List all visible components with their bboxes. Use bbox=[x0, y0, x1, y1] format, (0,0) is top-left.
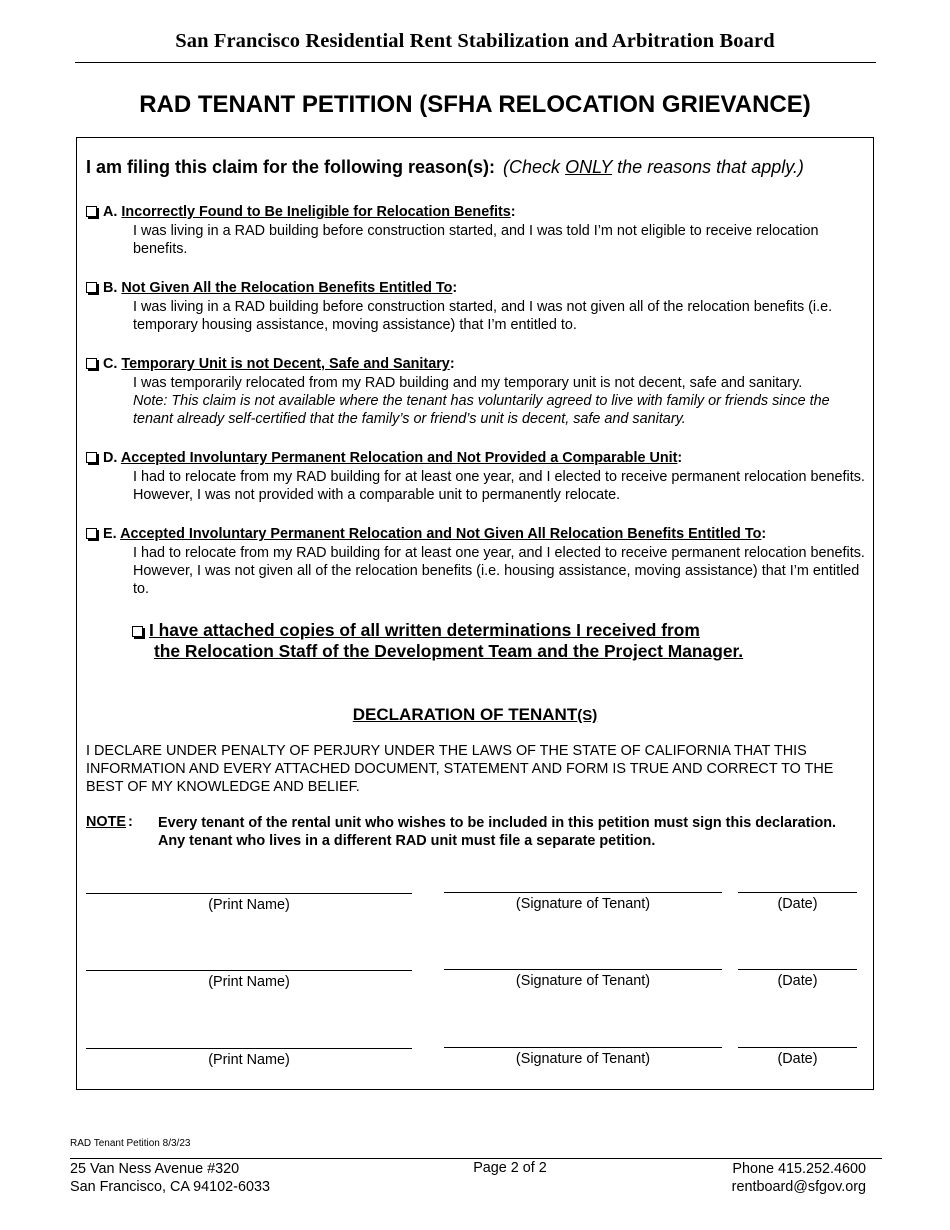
declaration-heading bbox=[0, 705, 950, 725]
print-name-line-3[interactable] bbox=[86, 1048, 412, 1049]
reason-a-body bbox=[133, 222, 866, 258]
reason-e-body bbox=[133, 544, 866, 598]
page-number: Page 2 of 2 bbox=[473, 1160, 547, 1176]
reason-d-letter: D. bbox=[103, 450, 118, 466]
attachment-checkbox[interactable] bbox=[132, 626, 143, 637]
reason-d-header: D. Accepted Involuntary Permanent Relocation and Not Provided a Comparable Unit: bbox=[86, 449, 866, 467]
reason-d-checkbox[interactable] bbox=[86, 452, 97, 463]
print-name-caption-3: (Print Name) bbox=[208, 1052, 290, 1068]
header-rule bbox=[75, 62, 876, 63]
intro-lead: I am filing this claim for the following reason(s): bbox=[86, 157, 496, 177]
reason-a-header: A. Incorrectly Found to Be Ineligible for Relocation Benefits: bbox=[86, 203, 866, 221]
note-colon: : bbox=[128, 814, 133, 830]
reason-c bbox=[86, 355, 866, 428]
reason-c-note: Note: This claim is not available where the tenant has voluntarily agreed to live with family or friends since the tenant already self-certified that the family’s or friend’s unit is decent, safe and sanitary. bbox=[133, 393, 830, 427]
print-name-caption-1: (Print Name) bbox=[208, 897, 290, 913]
signature-caption-3: (Signature of Tenant) bbox=[515, 1051, 651, 1067]
reason-b-title: Not Given All the Relocation Benefits Entitled To bbox=[121, 280, 453, 296]
intro-hint bbox=[503, 157, 804, 177]
date-line-2[interactable] bbox=[738, 969, 857, 970]
reason-e-header: E. Accepted Involuntary Permanent Relocation and Not Given All Relocation Benefits Entitled To: bbox=[86, 525, 866, 543]
attachment-text-2: the Relocation Staff of the Development Team and the Project Manager. bbox=[154, 641, 744, 661]
declaration-heading-suffix: (S) bbox=[577, 707, 598, 724]
date-line-3[interactable] bbox=[738, 1047, 857, 1048]
reason-a-checkbox[interactable] bbox=[86, 206, 97, 217]
date-caption-2: (Date) bbox=[777, 973, 818, 989]
intro-line bbox=[86, 157, 804, 178]
note-label: NOTE bbox=[86, 814, 126, 830]
declaration-text: I DECLARE UNDER PENALTY OF PERJURY UNDER THE LAWS OF THE STATE OF CALIFORNIA THAT THIS INFORMATION AND EVERY ATTACHED DOCUMENT, STATEMENT AND FORM IS TRUE AND CORRECT TO THE BEST OF MY KNOWLEDGE AND BELIEF. bbox=[86, 743, 834, 795]
reason-c-letter: C. bbox=[103, 356, 118, 372]
form-id: RAD Tenant Petition 8/3/23 bbox=[70, 1138, 191, 1149]
signature-line-3[interactable] bbox=[444, 1047, 722, 1048]
reason-d bbox=[86, 449, 866, 504]
footer-rule bbox=[70, 1158, 882, 1159]
footer-contact bbox=[732, 1160, 866, 1196]
reason-e-checkbox[interactable] bbox=[86, 528, 97, 539]
hint-pre: (Check bbox=[503, 157, 566, 177]
print-name-line-2[interactable] bbox=[86, 970, 412, 971]
board-name: San Francisco Residential Rent Stabilization and Arbitration Board bbox=[175, 30, 775, 52]
reason-b-checkbox[interactable] bbox=[86, 282, 97, 293]
footer-phone: Phone 415.252.4600 bbox=[732, 1161, 866, 1177]
attachment-confirmation bbox=[132, 620, 743, 662]
hint-only: ONLY bbox=[565, 157, 613, 177]
date-caption-3: (Date) bbox=[777, 1051, 818, 1067]
reason-e bbox=[86, 525, 866, 598]
reason-b-letter: B. bbox=[103, 280, 118, 296]
reason-a-title: Incorrectly Found to Be Ineligible for Relocation Benefits bbox=[121, 204, 511, 220]
date-line-1[interactable] bbox=[738, 892, 857, 893]
reason-a-text: I was living in a RAD building before construction started, and I was told I’m not eligible to receive relocation benefits. bbox=[133, 223, 819, 257]
reason-a-letter: A. bbox=[103, 204, 118, 220]
reason-d-body bbox=[133, 468, 866, 504]
signature-caption-2: (Signature of Tenant) bbox=[515, 973, 651, 989]
reason-c-body bbox=[133, 374, 866, 428]
print-name-caption-2: (Print Name) bbox=[208, 974, 290, 990]
reason-b-header: B. Not Given All the Relocation Benefits Entitled To: bbox=[86, 279, 866, 297]
footer-email[interactable]: rentboard@sfgov.org bbox=[731, 1179, 866, 1195]
reason-b-text: I was living in a RAD building before construction started, and I was not given all of the relocation benefits (i.e. temporary housing assistance, moving assistance) that I’m entitled to. bbox=[133, 299, 833, 333]
reason-e-title: Accepted Involuntary Permanent Relocation and Not Given All Relocation Benefits Entitled To bbox=[120, 526, 762, 542]
reason-b bbox=[86, 279, 866, 334]
signature-line-1[interactable] bbox=[444, 892, 722, 893]
reason-c-title: Temporary Unit is not Decent, Safe and Sanitary bbox=[121, 356, 450, 372]
reason-b-body bbox=[133, 298, 866, 334]
reason-c-text: I was temporarily relocated from my RAD building and my temporary unit is not decent, safe and sanitary. bbox=[133, 375, 803, 391]
signature-caption-1: (Signature of Tenant) bbox=[515, 896, 651, 912]
note-text: Every tenant of the rental unit who wishes to be included in this petition must sign this declaration. Any tenant who lives in a different RAD unit must file a separate petition. bbox=[158, 815, 837, 849]
hint-post: the reasons that apply.) bbox=[612, 157, 804, 177]
reason-d-title: Accepted Involuntary Permanent Relocation and Not Provided a Comparable Unit bbox=[120, 450, 678, 466]
reason-d-text: I had to relocate from my RAD building for at least one year, and I elected to receive permanent relocation benefits. However, I was not provided with a comparable unit to permanently relocate. bbox=[133, 469, 865, 503]
attachment-line-2 bbox=[132, 641, 743, 662]
address-line-1: 25 Van Ness Avenue #320 bbox=[70, 1161, 240, 1177]
reason-c-checkbox[interactable] bbox=[86, 358, 97, 369]
declaration-heading-text: DECLARATION OF TENANT bbox=[352, 705, 578, 724]
reason-a bbox=[86, 203, 866, 258]
signature-line-2[interactable] bbox=[444, 969, 722, 970]
reason-e-text: I had to relocate from my RAD building for at least one year, and I elected to receive permanent relocation benefits. However, I was not given all of the relocation benefits (i.e. housing assistance, moving assistance) that I’m entitled to. bbox=[133, 545, 865, 597]
attachment-text-1: I have attached copies of all written determinations I received from bbox=[149, 620, 700, 640]
attachment-line-1 bbox=[132, 620, 743, 641]
page-title: RAD TENANT PETITION (SFHA RELOCATION GRIEVANCE) bbox=[139, 91, 811, 118]
reason-c-header: C. Temporary Unit is not Decent, Safe and Sanitary: bbox=[86, 355, 866, 373]
print-name-line-1[interactable] bbox=[86, 893, 412, 894]
address-line-2: San Francisco, CA 94102-6033 bbox=[70, 1179, 270, 1195]
date-caption-1: (Date) bbox=[777, 896, 818, 912]
reason-e-letter: E. bbox=[103, 526, 117, 542]
